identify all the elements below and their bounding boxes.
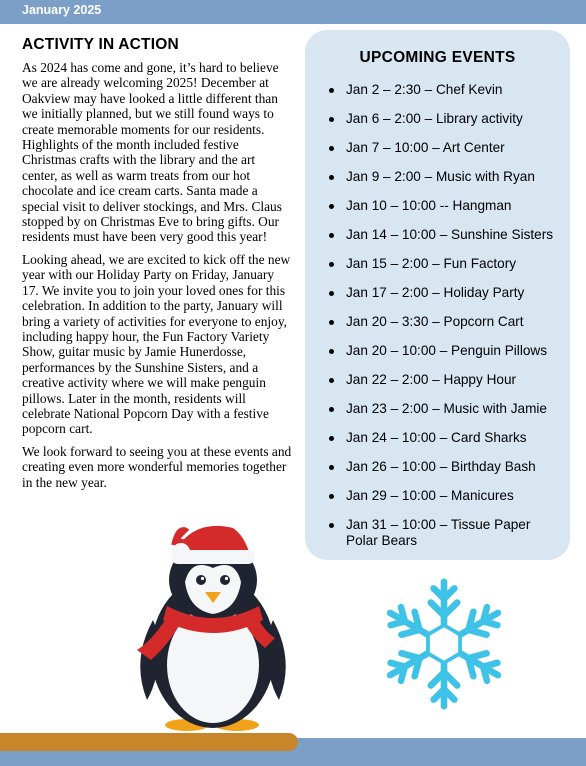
snowflake-illustration (378, 570, 510, 718)
article-paragraph-3: We look forward to seeing you at these events and creating even more wonderful memories together in the new year. (22, 443, 292, 490)
ice-ledge (0, 733, 298, 751)
bullet-icon (329, 262, 334, 267)
event-item: Jan 29 – 10:00 – Manicures (329, 488, 565, 504)
event-item: Jan 2 – 2:30 – Chef Kevin (329, 82, 565, 98)
event-item: Jan 15 – 2:00 – Fun Factory (329, 256, 565, 272)
event-item: Jan 22 – 2:00 – Happy Hour (329, 372, 565, 388)
bullet-icon (329, 146, 334, 151)
event-item: Jan 23 – 2:00 – Music with Jamie (329, 401, 565, 417)
bullet-icon (329, 291, 334, 296)
penguin-illustration (125, 510, 295, 735)
issue-date: January 2025 (22, 3, 102, 17)
upcoming-events-panel (305, 30, 570, 560)
event-item: Jan 9 – 2:00 – Music with Ryan (329, 169, 565, 185)
bullet-icon (329, 204, 334, 209)
article-title: ACTIVITY IN ACTION (22, 36, 179, 53)
bullet-icon (329, 407, 334, 412)
event-item: Jan 17 – 2:00 – Holiday Party (329, 285, 565, 301)
event-item: Jan 7 – 10:00 – Art Center (329, 140, 565, 156)
bullet-icon (329, 349, 334, 354)
event-item: Jan 31 – 10:00 – Tissue Paper Polar Bears (329, 517, 565, 549)
article-paragraph-1: As 2024 has come and gone, it’s hard to believe we are already welcoming 2025! December at Oakview may have looked a little different than we initially planned, but we still found ways to create memorable moments for our residents. Highlights of the month included festive Christmas crafts with the library and the art center, as well as warm treats from our hot chocolate and ice cream carts. Santa made a special visit to deliver stockings, and Mrs. Claus stopped by on Christmas Eve to bring gifts. Our residents must have been very good this year! (22, 60, 282, 245)
event-item: Jan 20 – 3:30 – Popcorn Cart (329, 314, 565, 330)
article-paragraph-2: Looking ahead, we are excited to kick off the new year with our Holiday Party on Friday, January 17. We invite you to join your loved ones for this celebration. In addition to the party, January will bring a variety of activities for everyone to enjoy, including happy hour, the Fun Factory Variety Show, guitar music by Jamie Hunerdosse, performances by the Sunshine Sisters, and a creative activity where we will make penguin pillows. Later in the month, residents will celebrate National Popcorn Day with a festive popcorn cart. (22, 251, 291, 437)
bullet-icon (329, 117, 334, 122)
event-item: Jan 20 – 10:00 – Penguin Pillows (329, 343, 565, 359)
bullet-icon (329, 494, 334, 499)
event-item: Jan 10 – 10:00 -- Hangman (329, 198, 565, 214)
bullet-icon (329, 436, 334, 441)
event-item: Jan 14 – 10:00 – Sunshine Sisters (329, 227, 565, 243)
bullet-icon (329, 523, 334, 528)
bullet-icon (329, 175, 334, 180)
bullet-icon (329, 88, 334, 93)
bullet-icon (329, 233, 334, 238)
events-title: UPCOMING EVENTS (359, 49, 516, 66)
activity-article (22, 36, 292, 497)
event-item: Jan 26 – 10:00 – Birthday Bash (329, 459, 565, 475)
event-item: Jan 6 – 2:00 – Library activity (329, 111, 565, 127)
bullet-icon (329, 378, 334, 383)
header-bar (0, 0, 586, 24)
events-list (329, 82, 565, 562)
bullet-icon (329, 320, 334, 325)
bullet-icon (329, 465, 334, 470)
event-item: Jan 24 – 10:00 – Card Sharks (329, 430, 565, 446)
